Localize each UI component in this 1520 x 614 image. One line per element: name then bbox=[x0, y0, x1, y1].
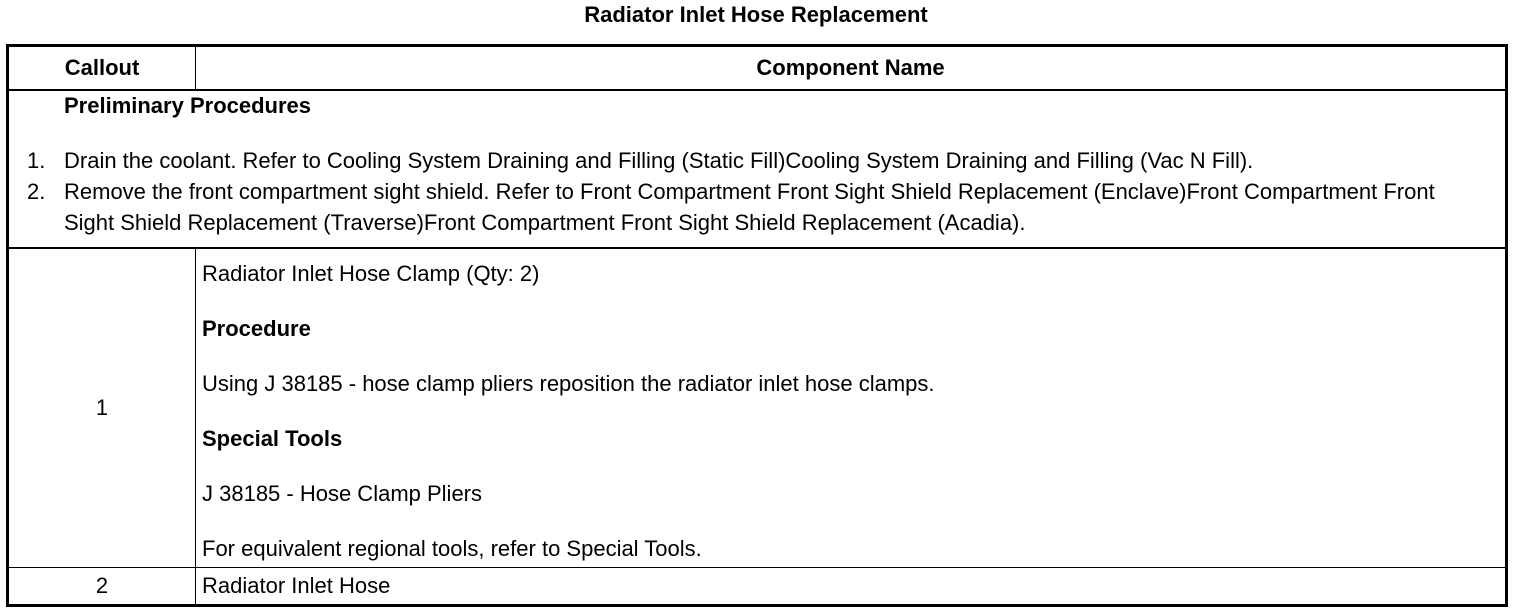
table-row bbox=[8, 248, 1507, 567]
table-row bbox=[8, 567, 1507, 605]
preliminary-heading: Preliminary Procedures bbox=[64, 92, 312, 118]
procedure-heading: Procedure bbox=[202, 316, 311, 342]
step-text: Drain the coolant. Refer to Cooling System Draining and Filling (Static Fill)Cooling System Draining and Filling (Vac N Fill). bbox=[64, 147, 1254, 173]
preliminary-step bbox=[9, 176, 1505, 238]
special-tools-note: For equivalent regional tools, refer to Special Tools. bbox=[202, 536, 702, 562]
callout-column-header: Callout bbox=[8, 46, 196, 90]
step-number: 2. bbox=[27, 178, 46, 204]
preliminary-steps-list bbox=[9, 145, 1505, 238]
document-title: Radiator Inlet Hose Replacement bbox=[584, 2, 928, 27]
step-text: Remove the front compartment sight shield. Refer to Front Compartment Front Sight Shield Replacement (Enclave)Front Compartment Front Sight Shield Replacement (Traverse)Front Compartment Front Sight Shield Replacement (Acadia). bbox=[64, 178, 1435, 235]
preliminary-cell bbox=[8, 90, 1507, 249]
callout-cell: 2 bbox=[8, 567, 196, 605]
component-name: Radiator Inlet Hose Clamp (Qty: 2) bbox=[202, 261, 540, 287]
preliminary-row bbox=[8, 90, 1507, 249]
procedure-text: Using J 38185 - hose clamp pliers reposition the radiator inlet hose clamps. bbox=[202, 371, 935, 397]
callout-cell: 1 bbox=[8, 248, 196, 567]
component-name-cell bbox=[196, 248, 1507, 567]
special-tools-heading: Special Tools bbox=[202, 426, 343, 452]
component-name-cell: Radiator Inlet Hose bbox=[202, 572, 391, 598]
step-number: 1. bbox=[27, 147, 46, 173]
table-header-row bbox=[8, 46, 1507, 90]
component-name-column-header: Component Name bbox=[196, 46, 1507, 90]
preliminary-step bbox=[9, 145, 1505, 176]
component-table bbox=[6, 44, 1508, 607]
special-tools-text: J 38185 - Hose Clamp Pliers bbox=[202, 481, 483, 507]
